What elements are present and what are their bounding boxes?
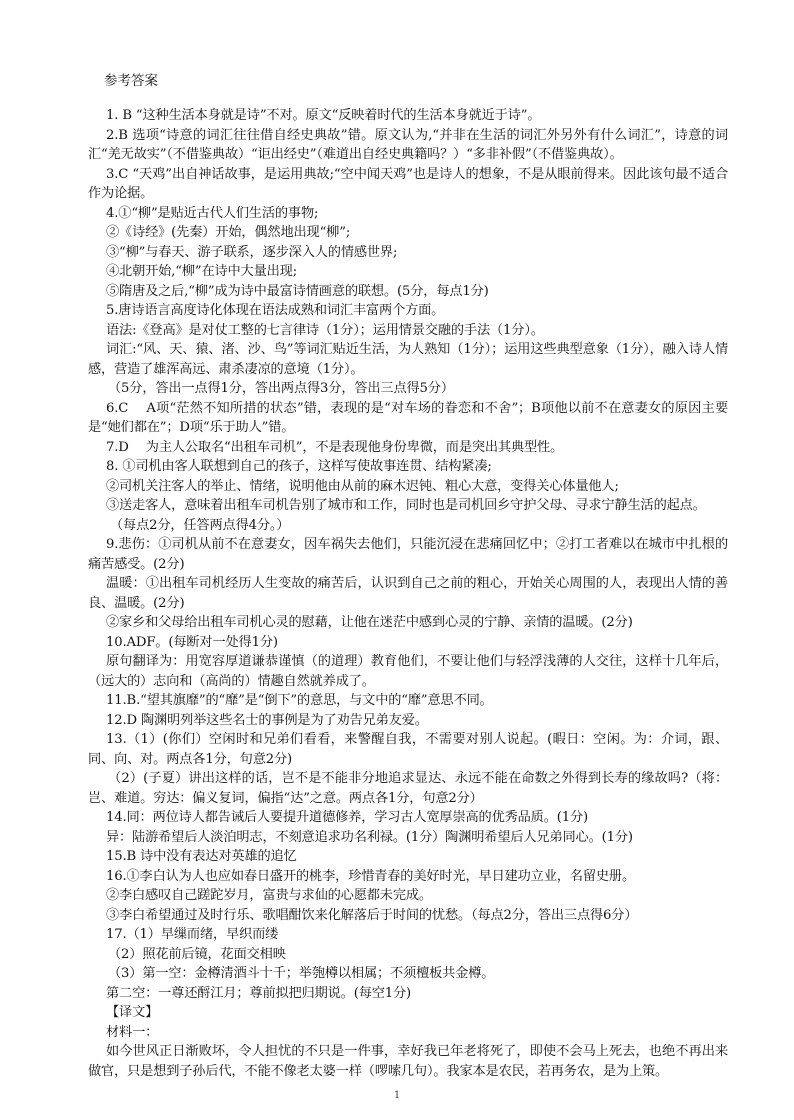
answer-line: 8. ①司机由客人联想到自己的孩子，这样写使故事连贯、结构紧凑; <box>106 459 492 474</box>
answer-line: 4.①“柳”是贴近古代人们生活的事物; <box>106 205 319 221</box>
answer-line: 1. B “这种生活本身就是诗”不对。原文“反映着时代的生活本身就近于诗”。 <box>106 108 541 123</box>
answer-line: （2）照花前后镜，花面交相映 <box>108 946 286 962</box>
answer-line: 【译文】 <box>106 1005 159 1020</box>
answer-line: （5分，答出一点得1分，答出两点得3分，答出三点得5分） <box>108 381 454 396</box>
answer-line: 9.悲伤：①司机从前不在意妻女，因车祸失去他们，只能沉浸在悲痛回忆中；②打工者难以在城市中扎根的痛苦感受。(2分) <box>88 537 728 572</box>
answer-line: ②《诗经》(先秦）开始，偶然地出现“柳”; <box>106 225 351 240</box>
answer-line: 10.ADF。(每断对一处得1分) <box>106 634 278 650</box>
answer-line: 材料一： <box>106 1024 159 1040</box>
answer-line: ③送走客人，意味着出租车司机告别了城市和工作，同时也是司机回乡守护父母、寻求宁静生活的起点。 <box>106 498 706 513</box>
answer-line: 2.B 选项“诗意的词汇往往借自经史典故”错。原文认为,“并非在生活的词汇外另外有什么词汇”，诗意的词汇“羌无故实”（不借鉴典故）“讵出经史”（难道出自经史典籍吗？）“多非补假”（不借鉴典故）。 <box>88 127 728 162</box>
answer-line: 13.（1）(你们）空闲时和兄弟们看看，来警醒自我，不需要对别人说起。(暇日：空闲。为：介词，跟、同、向、对。两点各1分，句意2分) <box>88 732 728 767</box>
answer-line: ②司机关注客人的举止、情绪，说明他由从前的麻木迟钝、粗心大意，变得关心体量他人; <box>106 478 619 494</box>
answer-line: 5.唐诗语言高度诗化体现在语法成熟和词汇丰富两个方面。 <box>106 303 445 318</box>
answer-line: ②家乡和父母给出租车司机心灵的慰藉，让他在迷茫中感到心灵的宁静、亲情的温暖。(2分) <box>106 615 633 630</box>
answer-line: 原句翻译为：用宽容厚道谦恭谨慎（的道理）教育他们，不要让他们与轻浮浅薄的人交往，这样十几年后，（远大的）志向和（高尚的）情趣自然就养成了。 <box>88 654 728 689</box>
answer-line: 17.（1）早缫而绪，早织而缕 <box>106 927 279 942</box>
page-number: 1 <box>393 1090 401 1101</box>
answer-line: ③“柳”与春天、游子联系，逐步深入人的情感世界; <box>106 244 398 260</box>
answer-line: 6.C A项“茫然不知所措的状态”错，表现的是“对车场的眷恋和不舍”；B项他以前不在意妻女的原因主要是“她们都在”；D项“乐于助人”错。 <box>88 400 728 435</box>
answer-line: ③李白希望通过及时行乐、歌唱酣饮来化解落后于时间的忧愁。（每点2分，答出三点得6分） <box>106 907 638 923</box>
answer-line: （3）第一空：金樽清酒斗十千；举匏樽以相属；不须檀板共金樽。 <box>108 966 495 981</box>
answer-line: 16.①李白认为人也应如春日盛开的桃李，珍惜青春的美好时光，早日建功立业，名留史册。 <box>106 868 635 884</box>
answer-line: 7.D 为主人公取名“出租车司机”，不是表现他身份卑微，而是突出其典型性。 <box>106 439 564 455</box>
answer-line: （每点2分，任答两点得4分。） <box>110 517 290 533</box>
answer-line: 词汇:“风、天、猿、渚、沙、鸟”等词汇贴近生活，为人熟知（1分）；运用这些典型意象（1分），融入诗人情感，营造了雄浑高远、肃杀凄凉的意境（1分）。 <box>88 342 728 377</box>
answer-line: ⑤隋唐及之后,“柳”成为诗中最富诗情画意的联想。(5分，每点1分) <box>106 283 489 299</box>
answer-line: 14.同：两位诗人都告诫后人要提升道德修养，学习古人宽厚崇高的优秀品质。(1分) <box>106 810 589 825</box>
answer-line: 异：陆游希望后人淡泊明志，不刻意追求功名利禄。(1分）陶渊明希望后人兄弟同心。(1分) <box>106 829 633 845</box>
answer-line: 12.D 陶渊明列举这些名士的事例是为了劝告兄弟友爱。 <box>106 712 428 728</box>
answer-content <box>88 106 728 1081</box>
answer-line: 11.B.“望其旗靡”的“靡”是“倒下”的意思，与文中的“靡”意思不同。 <box>106 693 493 708</box>
answer-line: 15.B 诗中没有表达对英雄的追忆 <box>106 849 297 864</box>
answer-line: ②李白感叹自己蹉跎岁月，富贵与求仙的心愿都未完成。 <box>106 888 432 903</box>
page-heading: 参考答案 <box>104 73 158 89</box>
answer-line: 温暖：①出租车司机经历人生变故的痛苦后，认识到自己之前的粗心，开始关心周围的人，表现出人情的善良、温暖。(2分) <box>88 576 728 611</box>
answer-line: 第二空：一尊还酹江月；尊前拟把归期说。(每空1分) <box>106 985 412 1001</box>
answer-line: ④北朝开始,“柳”在诗中大量出现; <box>106 264 298 279</box>
answer-line: 语法:《登高》是对仗工整的七言律诗（1分）；运用情景交融的手法（1分）。 <box>106 322 544 338</box>
answer-line: 如今世风正日渐败坏，令人担忧的不只是一件事，幸好我已年老将死了，即使不会马上死去，也绝不再出来做官，只是想到子孙后代，不能不像老太婆一样（啰嗦几句）。我家本是农民，若再务农，是为上策。 <box>88 1044 728 1079</box>
answer-line: 3.C “天鸡”出自神话故事，是运用典故;“空中闻天鸡”也是诗人的想象，不是从眼前得来。因此该句最不适合作为论据。 <box>88 166 728 201</box>
answer-line: （2）(子夏）讲出这样的话，岂不是不能非分地追求显达、永远不能在命数之外得到长寿的缘故吗?（将：岂、难道。穷达：偏义复词，偏指“达”之意。两点各1分，句意2分） <box>88 771 728 806</box>
